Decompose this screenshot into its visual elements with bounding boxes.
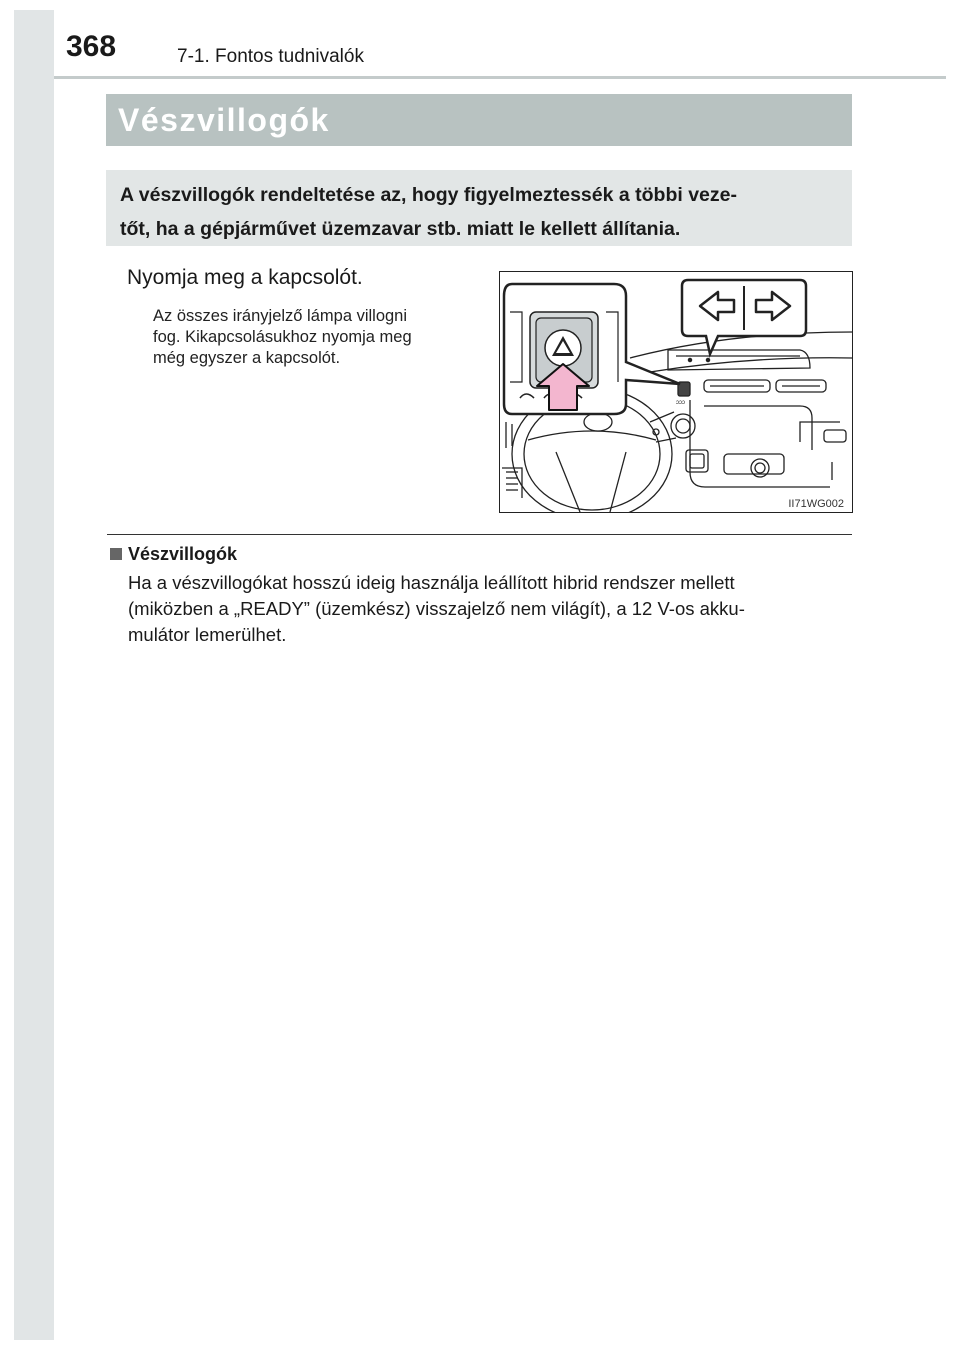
dashboard-drawing — [500, 272, 852, 512]
note-line-2: (miközben a „READY” (üzemkész) visszajelző nem világít), a 12 V-os akku- — [128, 598, 745, 619]
note-line-1: Ha a vészvillogókat hosszú ideig használja leállított hibrid rendszer mellett — [128, 572, 735, 593]
note-heading: Vészvillogók — [128, 544, 238, 564]
step-desc-line-1: Az összes irányjelző lámpa villogni — [153, 307, 408, 325]
chapter-title: 7-1. Fontos tudnivalók — [177, 46, 364, 67]
dashboard-illustration — [499, 271, 853, 513]
side-margin-bar — [14, 10, 54, 1340]
intro-box — [106, 170, 852, 246]
figure-code: II71WG002 — [788, 498, 844, 510]
step-description — [153, 306, 479, 369]
intro-line-2: tőt, ha a gépjárművet üzemzavar stb. miatt le kellett állítania. — [120, 218, 681, 240]
section-title-bar — [106, 94, 852, 146]
step-desc-line-3: még egyszer a kapcsolót. — [153, 349, 341, 367]
step-title: Nyomja meg a kapcsolót. — [127, 266, 363, 289]
note-body — [128, 570, 848, 648]
step-desc-line-2: fog. Kikapcsolásukhoz nyomja meg — [153, 328, 412, 346]
header-rule — [54, 76, 946, 79]
svg-text:ↄↄↄ: ↄↄↄ — [676, 400, 685, 406]
section-title: Vészvillogók — [118, 102, 330, 138]
note-bullet-square — [110, 548, 122, 560]
section-divider — [107, 534, 852, 535]
hazard-switch-callout — [504, 284, 680, 414]
intro-text — [120, 178, 842, 246]
note-line-3: mulátor lemerülhet. — [128, 624, 287, 645]
page-number: 368 — [66, 30, 117, 63]
intro-line-1: A vészvillogók rendeltetése az, hogy figyelmeztessék a többi veze- — [120, 184, 737, 206]
